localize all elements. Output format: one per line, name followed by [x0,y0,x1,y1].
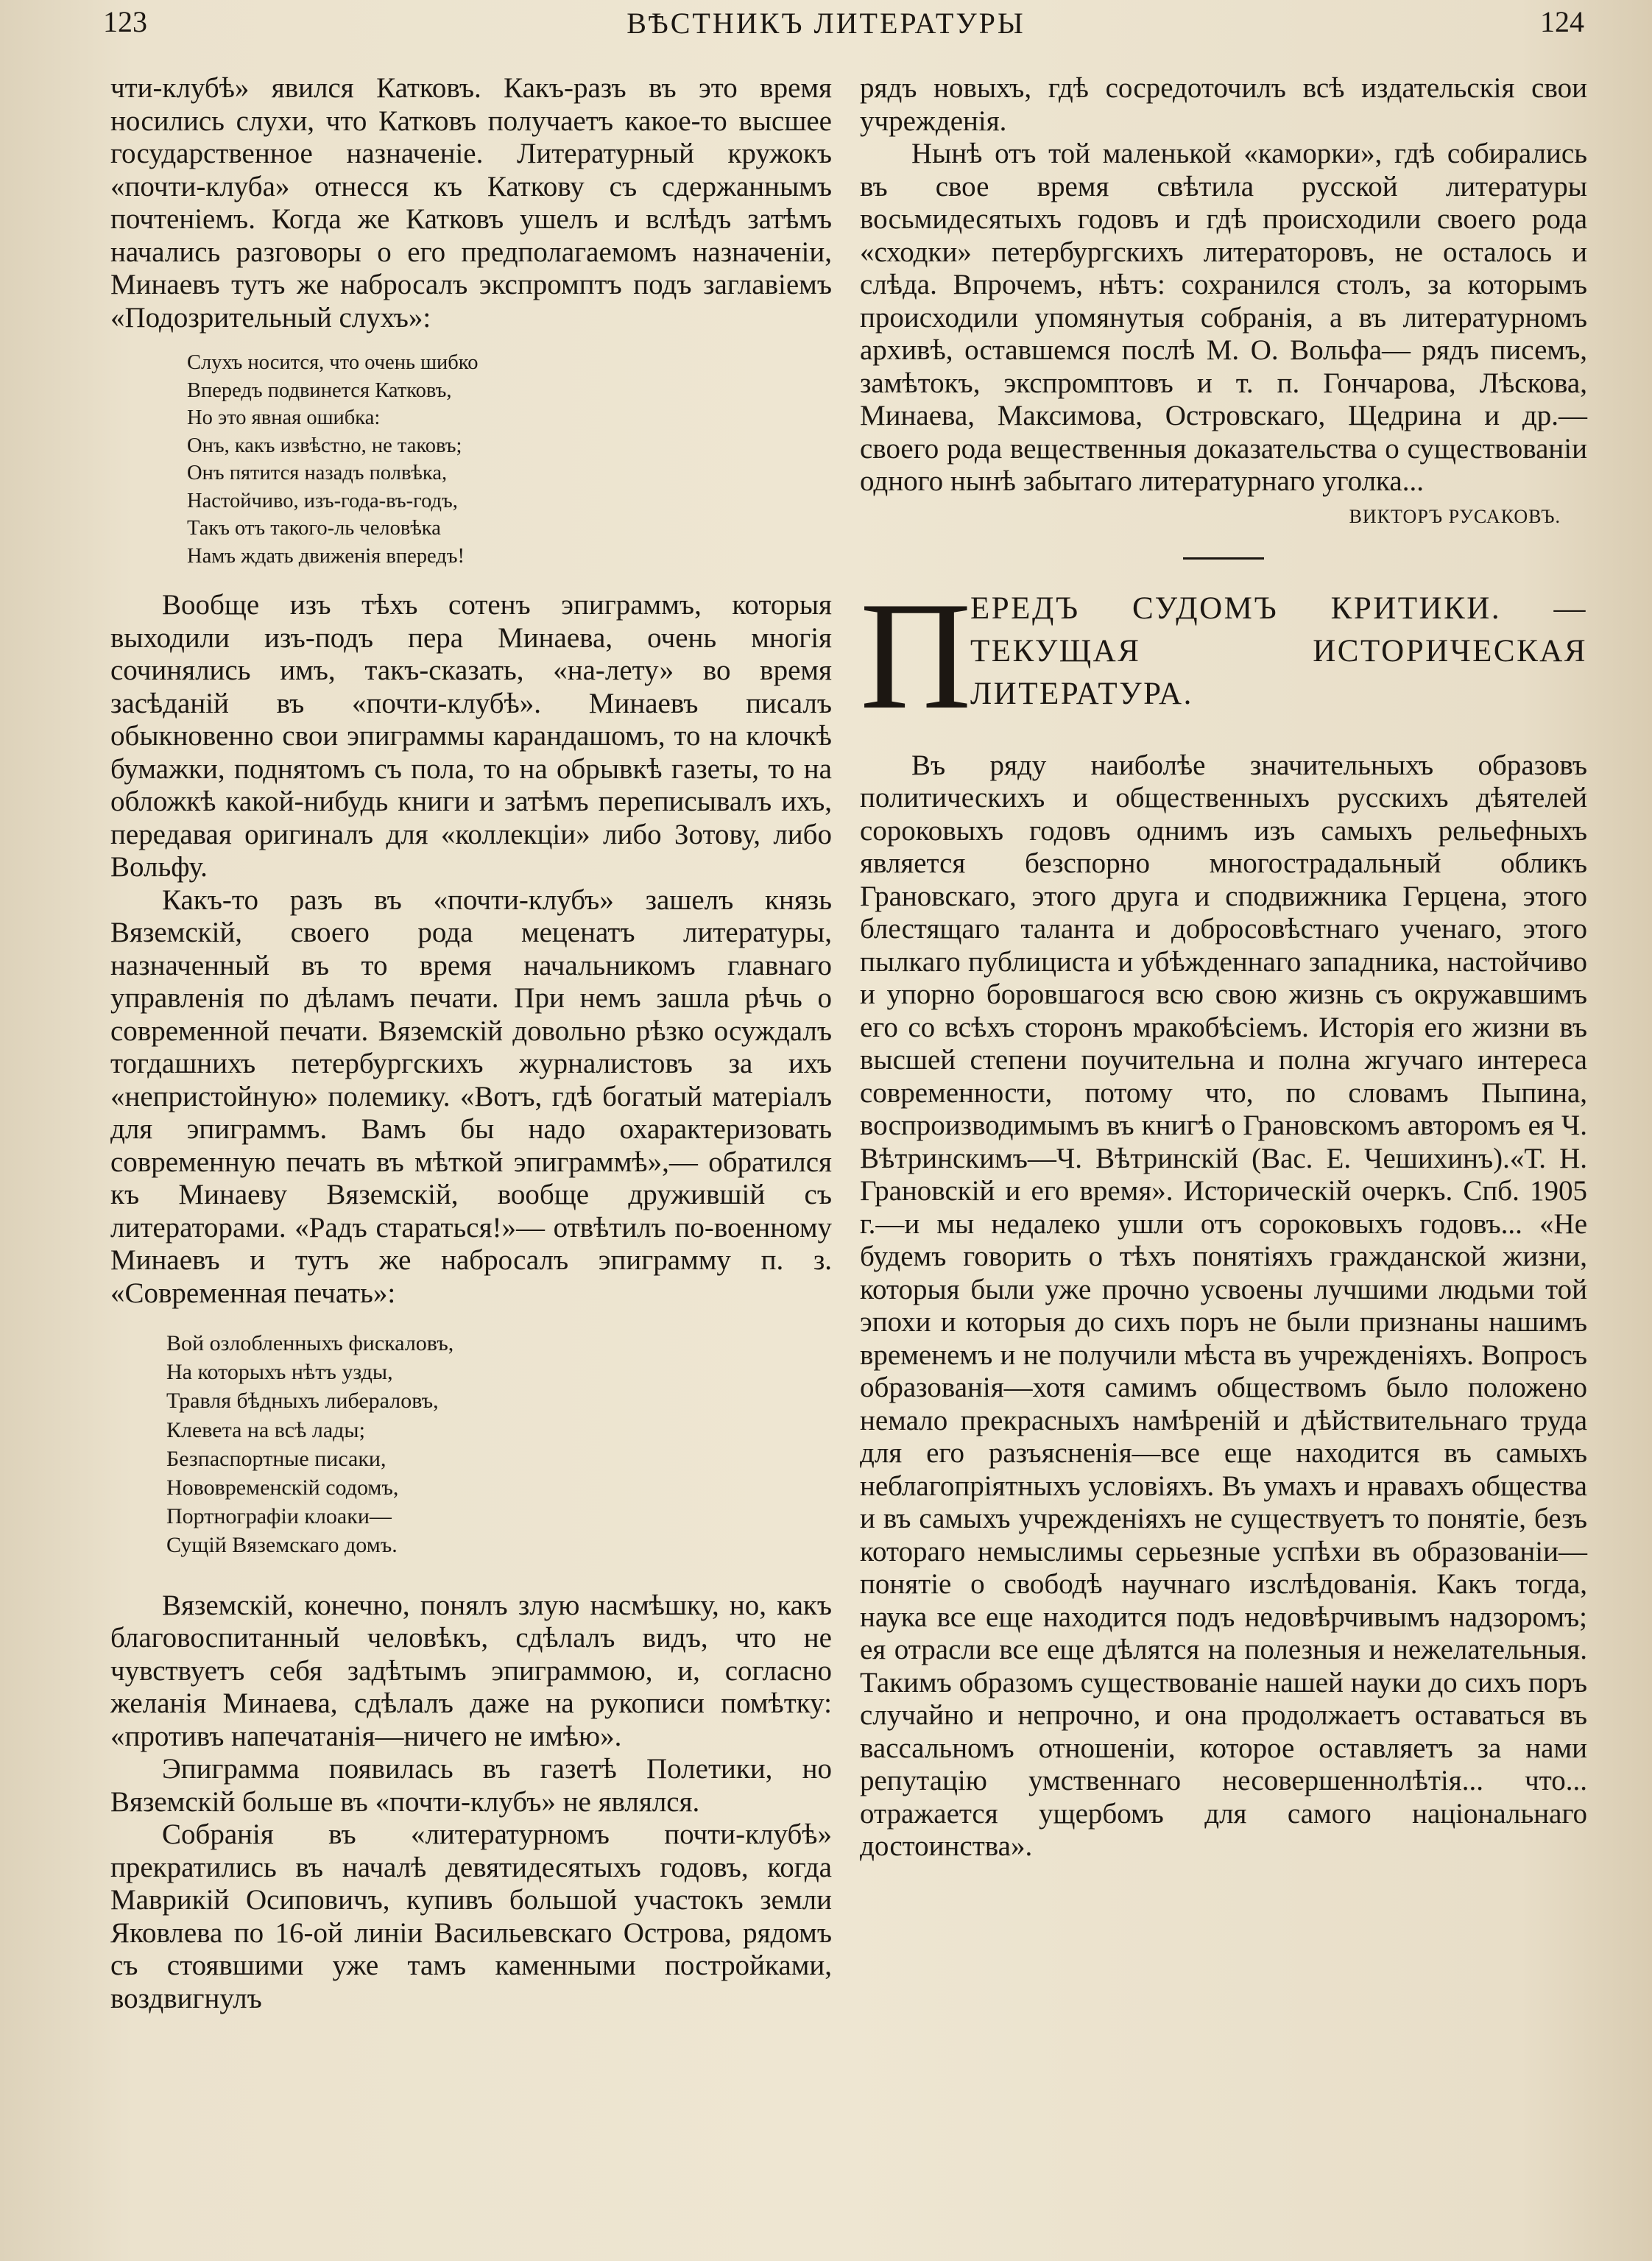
poem-line: На которыхъ нѣтъ узды, [166,1360,393,1385]
poem-line: Портнографіи клоаки— [166,1504,392,1529]
poem-line: Онъ пятится назадъ полвѣка, [187,462,448,484]
paragraph: Въ ряду наиболѣе значительныхъ образовъ политическихъ и общественныхъ русскихъ дѣятелей сороковыхъ годовъ однимъ изъ самыхъ рельефныхъ является безспорно многострадальный обликъ Грановскаго, этого друга и сподвижника Герцена, этого блестящаго таланта и добросовѣстнаго ученаго, этого пылкаго публициста и убѣжденнаго западника, настойчиво и упорно боровшагося всю свою жизнь съ окружавшимъ его со всѣхъ сторонъ мракобѣсіемъ. Исторія его жизни въ высшей степени поучительна и полна жгучаго интереса современности, потому что, по словамъ Пыпина, воспроизводимымъ въ книгѣ о Грановскомъ авторомъ ея Ч. Вѣтринскимъ—Ч. Вѣтринскій (Вас. Е. Чешихинъ).«Т. Н. Грановскій и его время». Историческій очеркъ. Спб. 1905 г.—и мы недалеко ушли отъ сороковыхъ годовъ... «Не будемъ говорить о тѣхъ понятіяхъ гражданской жизни, которыя были уже прочно усвоены лучшими людьми той эпохи и которыя до сихъ поръ не были признаны нашимъ временемъ и не получили мѣста въ учрежденіяхъ. Вопросъ образованія—хотя самимъ обществомъ было положено немало прекрасныхъ намѣреній и дѣйствительнаго труда для его разъясненія—все еще находится въ самыхъ неблагопріятныхъ условіяхъ. Въ умахъ и нравахъ общества и въ самыхъ учрежденіяхъ не существуетъ то понятіе, безъ котораго немыслимы серьезные успѣхи въ образованіи—понятіе о свободѣ научнаго изслѣдованія. Какъ тогда, наука все еще находится подъ недовѣрчивымъ надзоромъ; ея отрасли все еще дѣлятся на полезныя и нежелательныя. Такимъ образомъ существованіе нашей науки до сихъ поръ случайно и непрочно, и она продолжаетъ оставаться въ вассальномъ отношеніи, которое оставляетъ за нами репутацію умственнаго несовершеннолѣтія... что... отражается ущербомъ для самого національнаго достоинства». [860,749,1587,1862]
heading-line: ТЕКУЩАЯ ИСТОРИЧЕСКАЯ [970,633,1587,669]
paragraph: Нынѣ отъ той маленькой «каморки», гдѣ собирались въ свое время свѣтила русской литературы восьмидесятыхъ годовъ и гдѣ происходили своего рода «сходки» петербургскихъ литераторовъ, не осталось и слѣда. Впрочемъ, нѣтъ: сохранился столъ, за которымъ происходили упомянутыя собранія, а въ литературномъ архивѣ, оставшемся послѣ М. О. Вольфа— рядъ писемъ, замѣтокъ, экспромптовъ и т. п. Гончарова, Лѣскова, Минаева, Максимова, Островскаго, Щедрина и др.—своего рода вещественныя доказательства о существованіи одного нынѣ забытаго литературнаго уголка... [860,138,1587,497]
poem-line: Вой озлобленныхъ фискаловъ, [166,1331,454,1355]
heading-text [970,588,1587,716]
poem-line: Онъ, какъ извѣстно, не таковъ; [187,434,462,457]
paragraph: рядъ новыхъ, гдѣ сосредоточилъ всѣ издательскія свои учрежденія. [860,72,1587,137]
section-divider [1183,557,1264,560]
right-page-number: 124 [1540,5,1584,38]
paragraph: Вообще изъ тѣхъ сотенъ эпиграммъ, которыя выходили изъ-подъ пера Минаева, очень многія сочинялись имъ, такъ-сказать, «на-лету» во время засѣданій въ «почти-клубѣ». Минаевъ писалъ обыкновенно свои эпиграммы карандашомъ, то на клочкѣ бумажки, поднятомъ съ пола, то на обрывкѣ газеты, то на обложкѣ какой-нибудь книги и затѣмъ переписывалъ ихъ, передавая оригиналъ для «коллекціи» либо Зотову, либо Вольфу. [110,589,832,883]
poem-line: Намъ ждать движенія впередъ! [187,544,465,568]
epigram-poem [166,1329,832,1560]
left-column [110,72,832,2015]
poem-line: Слухъ носится, что очень шибко [187,351,479,374]
poem-line: Но это явная ошибка: [187,406,381,429]
poem-line: Травля бѣдныхъ либераловъ, [166,1389,439,1414]
poem-line: Настойчиво, изъ-года-въ-годъ, [187,489,458,512]
poem-line: Клевета на всѣ лады; [166,1417,365,1442]
running-title: ВѢСТНИКЪ ЛИТЕРАТУРЫ [626,7,1026,40]
poem-line: Сущій Вяземскаго домъ. [166,1533,398,1558]
poem-line: Безпаспортные писаки, [166,1446,386,1471]
poem-line: Нововременскій содомъ, [166,1475,399,1500]
left-page-number: 123 [103,5,147,38]
epigram-poem [187,349,832,570]
poem-line: Такъ отъ такого-ль человѣка [187,517,441,540]
paragraph: чти-клубѣ» явился Катковъ. Какъ-разъ въ это время носились слухи, что Катковъ получаетъ какое-то высшее государственное назначеніе. Литературный кружокъ «почти-клуба» отнесся къ Каткову съ сдержаннымъ почтеніемъ. Когда же Катковъ ушелъ и вслѣдъ затѣмъ начались разговоры о его предполагаемомъ назначеніи, Минаевъ тутъ же набросалъ экспромптъ подъ заглавіемъ «Подозрительный слухъ»: [110,72,832,334]
heading-line: ЕРЕДЪ СУДОМЪ КРИТИКИ. — [970,590,1587,626]
paragraph: Эпиграмма появилась въ газетѣ Полетики, но Вяземскій больше въ «почти-клубъ» не являлся. [110,1753,832,1818]
paragraph: Какъ-то разъ въ «почти-клубъ» зашелъ князь Вяземскій, своего рода меценатъ литературы, назначенный въ то время начальникомъ главнаго управленія по дѣламъ печати. При немъ зашла рѣчь о современной печати. Вяземскій довольно рѣзко осуждалъ тогдашнихъ петербургскихъ журналистовъ за ихъ «непристойную» полемику. «Вотъ, гдѣ богатый матеріалъ для эпиграммъ. Вамъ бы надо охарактеризовать современную печать въ мѣткой эпиграммѣ»,— обратился къ Минаеву Вяземскій, вообще дружившій съ литераторами. «Радъ стараться!»— отвѣтилъ по-военному Минаевъ и тутъ же набросалъ эпиграмму п. з. «Современная печать»: [110,883,832,1309]
heading-line: ЛИТЕРАТУРА. [970,676,1193,711]
paragraph: Собранія въ «литературномъ почти-клубѣ» прекратились въ началѣ девятидесятыхъ годовъ, когда Маврикій Осиповичъ, купивъ большой участокъ земли Яковлева по 16-ой линіи Васильевскаго Острова, рядомъ съ стоявшими уже тамъ каменными постройками, воздвигнулъ [110,1819,832,2014]
poem-line: Впередъ подвинется Катковъ, [187,378,452,402]
right-column [860,72,1587,1863]
paragraph: Вяземскій, конечно, понялъ злую насмѣшку, но, какъ благовоспитанный человѣкъ, сдѣлалъ видъ, что не чувствуетъ себя задѣтымъ эпиграммою, и, согласно желанія Минаева, сдѣлалъ даже на рукописи помѣтку: «противъ напечатанія—ничего не имѣю». [110,1589,832,1752]
author-signature: ВИКТОРЪ РУСАКОВЪ. [1349,505,1561,527]
section-heading [860,570,1587,741]
drop-cap: П [860,570,972,741]
